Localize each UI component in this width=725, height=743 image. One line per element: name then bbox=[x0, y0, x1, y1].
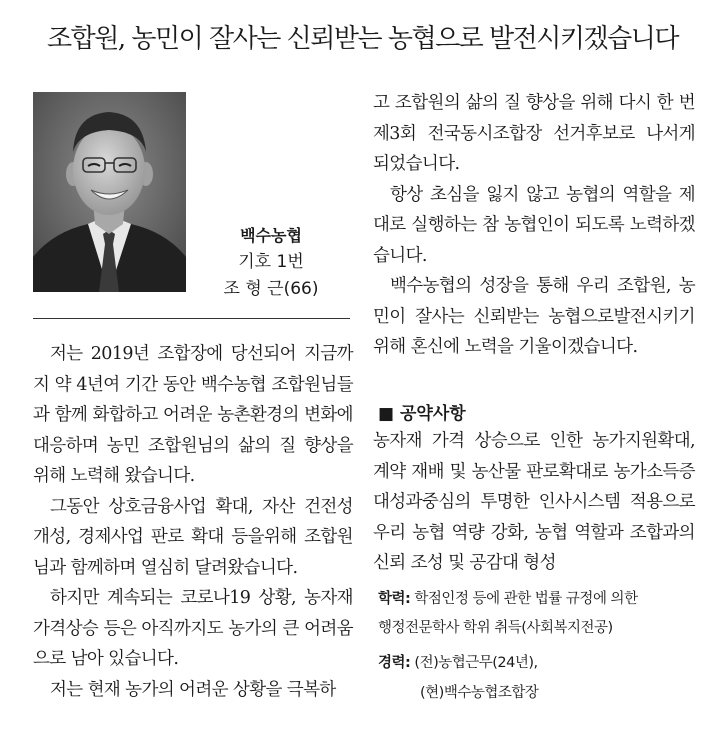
education-text-2: 행정전문학사 학위 취득(사회복지전공) bbox=[378, 620, 613, 636]
left-paragraph-1: 저는 2019년 조합장에 당선되어 지금까지 약 4년여 기간 동안 백수농협 조합원님들과 함께 화합하고 어려운 농촌환경의 변화에 대응하며 농민 조합원님의 삶의 질 향상을 위해 노력해 왔습니다. bbox=[33, 344, 353, 486]
left-column bbox=[33, 339, 353, 705]
right-paragraph-1: 고 조합원의 삶의 질 향상을 위해 다시 한 번 제3회 전국동시조합장 선거후보로 나서게 되었습니다. bbox=[373, 93, 695, 174]
left-paragraph-2: 그동안 상호금융사업 확대, 자산 건전성 개성, 경제사업 판로 확대 등을위해 조합원님과 함께하며 열심히 달려왔습니다. bbox=[33, 496, 353, 578]
candidate-name-age: 조 형 근(66) bbox=[223, 279, 319, 299]
right-column bbox=[373, 88, 695, 363]
education-line-1 bbox=[378, 585, 638, 613]
section-divider bbox=[33, 318, 350, 319]
education-text-1: 학점인정 등에 관한 법률 규정에 의한 bbox=[414, 591, 638, 607]
pledge-body: 농자재 가격 상승으로 인한 농가지원확대, 계약 재배 및 농산물 판로확대로 농가소득증대성과중심의 투명한 인사시스템 적용으로 우리 농협 역량 강화, 농협 역할과 조합과의 신뢰 조성 및 공감대 형성 bbox=[373, 431, 695, 573]
candidate-photo bbox=[33, 92, 186, 292]
candidate-cooperative: 백수농협 bbox=[240, 226, 302, 245]
left-paragraph-4: 저는 현재 농가의 어려운 상황을 극복하 bbox=[50, 679, 336, 700]
headline: 조합원, 농민이 잘사는 신뢰받는 농협으로 발전시키겠습니다 bbox=[47, 24, 678, 54]
career-text-2: (현)백수농협조합장 bbox=[420, 685, 539, 701]
education-label: 학력: bbox=[378, 591, 411, 607]
career-label: 경력: bbox=[378, 655, 411, 671]
right-paragraph-3: 백수농협의 성장을 통해 우리 조합원, 농민이 잘사는 신뢰받는 농협으로발전시키기 위해 혼신에 노력을 기울이겠습니다. bbox=[373, 276, 695, 357]
pledge-heading: ■ 공약사항 bbox=[378, 404, 466, 424]
right-paragraph-2: 항상 초심을 잃지 않고 농협의 역할을 제대로 실행하는 참 농협인이 되도록 노력하겠습니다. bbox=[373, 184, 695, 266]
career-line-1 bbox=[378, 649, 538, 677]
left-paragraph-3: 하지만 계속되는 코로나19 상황, 농자재 가격상승 등은 아직까지도 농가의 큰 어려움으로 남아 있습니다. bbox=[33, 588, 353, 669]
career-text-1: (전)농협근무(24년), bbox=[414, 655, 538, 671]
candidate-info bbox=[196, 222, 346, 303]
candidate-ballot-number: 기호 1번 bbox=[238, 252, 304, 272]
